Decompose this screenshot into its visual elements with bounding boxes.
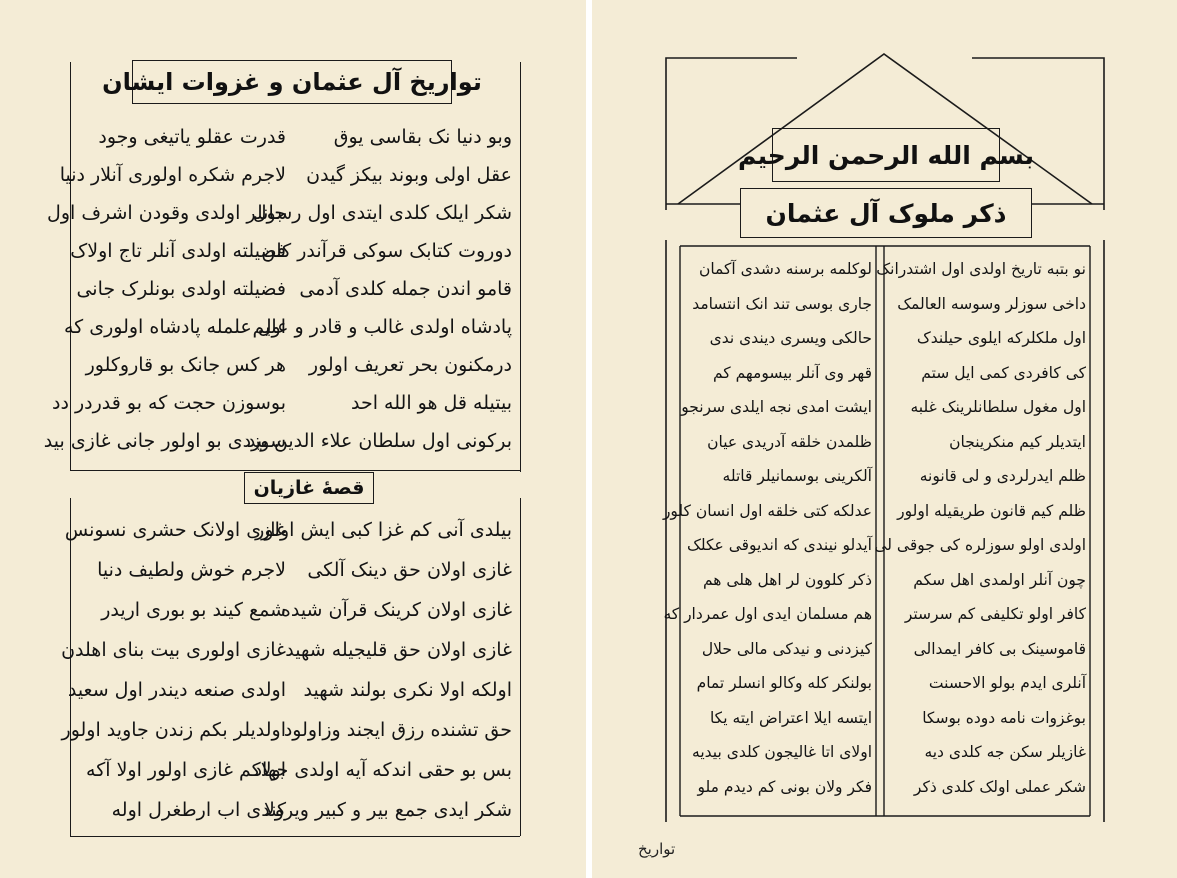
verse-line: اول مغول سلطانلرینک غلبه (910, 398, 1086, 416)
left-page-outer-rule-right (520, 62, 521, 472)
verse-line: غازی اولان حق دینک آلکی (307, 559, 512, 581)
verse-line: اول ملکلرکه ایلوی حیلندک (916, 329, 1086, 347)
verse-line: فضیلته اولدی آنلر تاج اولاک (70, 240, 286, 262)
verse-line: ظلمدن خلقه آدریدی عیان (707, 432, 872, 451)
verse-line: کی کافردی کمی ایل ستم (921, 363, 1086, 382)
verse-line: بیلدی آنی کم غزا کبی ایش اولور (255, 519, 512, 541)
left-block1-right-column (246, 118, 512, 460)
verse-line: قامو اندن جمله کلدی آدمی (299, 278, 512, 300)
left-page-lower-rule-right (520, 498, 521, 836)
verse-line: نو بتبه تاریخ اولدی اول اشتدرانک (876, 260, 1086, 278)
verse-line: ظلم کیم قانون طریقیله اولور (897, 501, 1086, 520)
verse-line: بیتیله قل هو الله احد (351, 392, 512, 414)
catchword: تواریخ (638, 840, 676, 858)
verse-line: غازی اولانک حشری نسونس (64, 519, 286, 541)
verse-line: بوغزوات نامه دوده بوسکا (922, 708, 1086, 727)
verse-line: جانلر اولدی وقودن اشرف اول (47, 202, 286, 224)
right-page-right-column (874, 252, 1086, 804)
verse-line: جاری بوسی تند انک انتسامد (692, 294, 872, 313)
verse-line: غازی اولان حق قلیجیله شهید (285, 639, 512, 661)
verse-line: ایتسه ایلا اعتراض ایته یکا (709, 708, 872, 727)
verse-line: لوکلمه برسنه دشدی آکمان (698, 260, 872, 278)
verse-line: بس بو حقی اندکه آیه اولدی جهاد (253, 759, 512, 781)
verse-line: ظلم ایدرلردی و لی قانونه (919, 467, 1086, 485)
verse-line: کافر اولو تکلیفی کم سرستر (904, 605, 1086, 623)
verse-line: حالکی ویسری دیندی ندی (709, 329, 872, 347)
section-heading: قصۀ غازیان (244, 472, 374, 504)
verse-line: شکر ایدی جمع بیر و کبیر ویرولا (263, 799, 512, 821)
verse-line: بولنکر کله وکالو انسلر تمام (696, 674, 872, 692)
verse-line: اول علمله پادشاه اولوری که (63, 316, 286, 338)
left-page-mid-rule (70, 470, 520, 471)
left-block2-left-column (61, 510, 286, 830)
verse-line: اولدی صنعه دیندر اول سعید (67, 679, 286, 701)
verse-line: قهر وی آنلر بیسومهم کم (712, 363, 872, 382)
right-manuscript-page (592, 0, 1177, 878)
verse-line: لاجرم شکره اولوری آنلار دنیا (59, 164, 286, 186)
verse-line: درمکنون بحر تعریف اولور (308, 354, 512, 376)
verse-line: غازیلر سکن جه کلدی دیه (924, 743, 1086, 761)
verse-line: قاموسینک بی کافر ایمدالی (913, 639, 1086, 658)
left-page-title: تواریخ آل عثمان و غزوات ایشان (132, 60, 452, 104)
verse-line: شمع کیند بو بوری اریدر (101, 599, 286, 621)
verse-line: فکر ولان بونی کم دیدم ملو (697, 777, 872, 796)
verse-line: اولای اتا غالیجون کلدی بیدیه (692, 743, 872, 761)
verse-line: غازی اولوری بیت بنای اهلدن (61, 639, 286, 661)
left-manuscript-page (0, 0, 586, 878)
verse-line: حق تشنده رزق ایجند وزاولود (283, 719, 512, 741)
verse-line: بوسوزن حجت که بو قدردر دد (52, 392, 286, 414)
verse-line: ایتدیلر کیم منکرینجان (949, 432, 1086, 451)
verse-line: فضیلته اولدی بونلرک جانی (76, 278, 286, 300)
verse-line: سوزدی بو اولور جانی غازی بید (43, 430, 286, 452)
verse-line: چون آنلر اولمدی اهل سکم (913, 570, 1086, 589)
verse-line: اولدی اولو سوزلره کی جوقی لی (874, 536, 1086, 554)
verse-line: آلکرینی بوسمانیلر قاتله (722, 467, 872, 485)
verse-line: هر کس جانک بو قاروکلور (85, 354, 286, 376)
left-page-bottom-rule (70, 836, 520, 837)
verse-line: هم مسلمان ایدی اول عمردار که (663, 605, 872, 623)
verse-line: پادشاه اولدی غالب و قادر و علیم (252, 316, 512, 338)
verse-line: قدرت عقلو یاتیغی وجود (98, 126, 286, 148)
verse-line: اولدیلر بکم زندن جاوید اولور (61, 719, 286, 741)
verse-line: ایشت امدی نجه ایلدی سرنجو (681, 398, 872, 416)
verse-line: عقل اولی وبوند بیکز گیدن (306, 164, 512, 186)
verse-line: داخی سوزلر وسوسه العالمک (897, 294, 1086, 313)
chapter-heading: ذکر ملوک آل عثمان (740, 188, 1032, 238)
verse-line: آنلری ایدم بولو الاحسنت (928, 674, 1086, 692)
verse-line: شکر ایلک کلدی ایتدی اول رسول (252, 202, 512, 224)
verse-line: اولکه اولا نکری بولند شهید (303, 679, 512, 701)
verse-line: اولاکم غازی اولور اولا آکه (86, 759, 286, 781)
verse-line: شکر عملی اولک کلدی ذکر (913, 777, 1086, 796)
verse-line: غازی اولان کرینک قرآن شیده (280, 599, 512, 621)
verse-line: لاجرم خوش ولطیف دنیا (97, 559, 286, 581)
verse-line: کیزدنی و نیدکی مالی حلال (701, 639, 872, 658)
left-block2-right-column (253, 510, 512, 830)
verse-line: عدلکه کتی خلقه اول انسان کلور (662, 501, 872, 520)
verse-line: ذکر کلوون لر اهل هلی هم (702, 570, 872, 589)
verse-line: کندی اب ارطغرل اوله (111, 799, 286, 821)
left-block1-left-column (43, 118, 286, 460)
verse-line: وبو دنیا نک بقاسی یوق (333, 126, 512, 148)
verse-line: دوروت کتابک سوکی قرآندر کلن (261, 240, 512, 262)
verse-line: برکونی اول سلطان علاء الدین بید (246, 430, 512, 452)
verse-line: آیدلو نیندی که اندیوقی عکلک (686, 536, 872, 554)
right-page-left-column (662, 252, 872, 804)
basmala-heading: بسم الله الرحمن الرحیم (772, 128, 1000, 182)
